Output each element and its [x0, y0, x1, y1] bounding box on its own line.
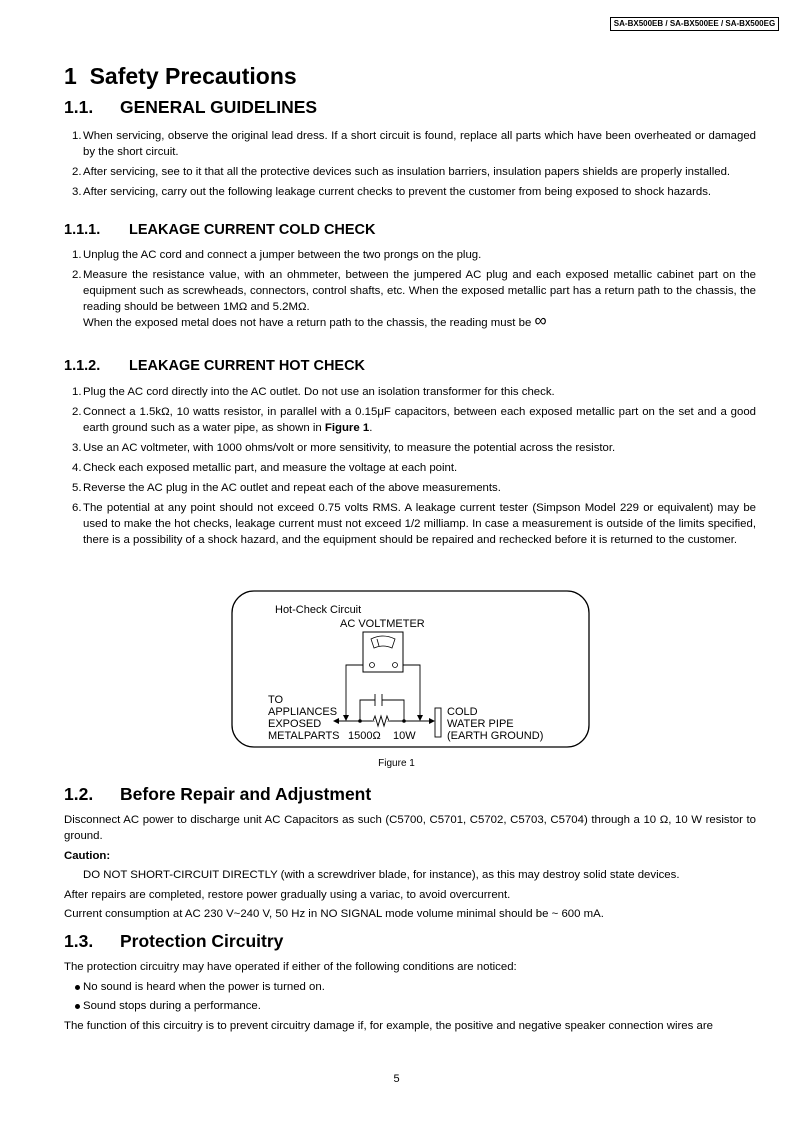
list-item: 6. The potential at any point should not exceed 0.75 volts RMS. A leakage current tester (Simpson Model 229 or equivalent) may be used to make the hot checks, leakage current must not exceed 1/2 milliamp. In case a measurement is outside of the limits specified, there is a possibility of a shock hazard, and the equipment should be repaired and rechecked before it is returned to the customer. [72, 502, 756, 546]
item-text: Unplug the AC cord and connect a jumper between the two prongs on the plug. [83, 249, 482, 261]
general-guidelines-list [64, 128, 756, 204]
resistance-label: 1500Ω [348, 730, 381, 742]
list-item: 1. When servicing, observe the original lead dress. If a short circuit is found, replace all parts which have been overheated or damaged by the short circuit. [72, 130, 756, 158]
list-item: 3. Use an AC voltmeter, with 1000 ohms/volt or more sensitivity, to measure the potential across the resistor. [72, 442, 616, 454]
voltmeter-label: AC VOLTMETER [340, 618, 425, 630]
section-title: Safety Precautions [89, 63, 297, 89]
heading-protection-circuitry [64, 931, 283, 952]
list-item: 1. Unplug the AC cord and connect a jumper between the two prongs on the plug. [72, 249, 482, 261]
heading-general-guidelines [64, 97, 317, 118]
item-text: After servicing, carry out the following leakage current checks to prevent the customer from being exposed to shock hazards. [83, 186, 712, 198]
heading-text: Before Repair and Adjustment [120, 784, 372, 804]
heading-number: 1.3. [64, 931, 94, 951]
label-to: TO [268, 694, 284, 706]
section-number: 1 [64, 63, 77, 89]
item-extra-text: When the exposed metal does not have a return path to the chassis, the reading must be [83, 317, 532, 329]
label-water-pipe: WATER PIPE [447, 718, 514, 730]
label-cold: COLD [447, 706, 478, 718]
item-text: Plug the AC cord directly into the AC outlet. Do not use an isolation transformer for this check. [83, 386, 555, 398]
figure-caption: Figure 1 [378, 758, 415, 769]
hot-check-circuit-diagram [230, 589, 592, 751]
heading-number: 1.2. [64, 784, 94, 804]
before-repair-body [64, 812, 756, 926]
item-text: Measure the resistance value, with an ohmmeter, between the jumpered AC plug and each exposed metallic cabinet part on the equipment such as screwheads, connectors, control shafts, etc. When the exposed metallic part has a return path to the chassis, the reading should be between 1MΩ and 5.2MΩ. [83, 269, 756, 313]
label-appliances: APPLIANCES [268, 706, 338, 718]
circuit-wires [335, 665, 441, 737]
diagram-title: Hot-Check Circuit [275, 604, 362, 616]
voltmeter-icon [363, 632, 403, 672]
heading-text: LEAKAGE CURRENT HOT CHECK [129, 358, 366, 374]
list-item: 2. After servicing, see to it that all the protective devices such as insulation barriers, insulation papers shields are properly installed. [72, 166, 731, 178]
model-header: SA-BX500EB / SA-BX500EE / SA-BX500EG [610, 17, 779, 31]
label-exposed: EXPOSED [268, 718, 322, 730]
page-number: 5 [393, 1073, 400, 1085]
item-text: Use an AC voltmeter, with 1000 ohms/volt or more sensitivity, to measure the potential across the resistor. [83, 442, 616, 454]
protection-body [64, 959, 756, 1037]
list-item: 5. Reverse the AC plug in the AC outlet and repeat each of the above measurements. [72, 482, 501, 494]
item-text: Check each exposed metallic part, and measure the voltage at each point. [83, 462, 458, 474]
hot-check-list [64, 384, 756, 552]
list-item: 2. Connect a 1.5kΩ, 10 watts resistor, in parallel with a 0.15μF capacitors, between each exposed metallic part on the set and a good earth ground such as a water pipe, as shown in Figure 1. [72, 406, 756, 434]
item-text: Reverse the AC plug in the AC outlet and repeat each of the above measurements. [83, 482, 501, 494]
heading-before-repair [64, 784, 371, 805]
page-title [64, 63, 297, 90]
figure-reference: Figure 1 [324, 422, 370, 434]
item-text: The potential at any point should not exceed 0.75 volts RMS. A leakage current tester (Simpson Model 229 or equivalent) may be used to make the hot checks, leakage current must not exceed 1/2 milliamp. In case a measurement is outside of the limits specified, there is a possibility of a shock hazard, and the equipment should be repaired and rechecked before it is returned to the customer. [83, 502, 756, 546]
heading-number: 1.1. [64, 97, 94, 117]
list-item: 3. After servicing, carry out the following leakage current checks to prevent the customer from being exposed to shock hazards. [72, 186, 712, 198]
item-text: Connect a 1.5kΩ, 10 watts resistor, in parallel with a 0.15μF capacitors, between each exposed metallic part on the set and a good earth ground such as a water pipe, as shown in [83, 406, 756, 434]
caution-label: Caution: [64, 849, 111, 862]
cold-check-list [64, 247, 756, 335]
paragraph: The protection circuitry may have operated if either of the following conditions are noticed: [64, 961, 517, 973]
watts-label: 10W [393, 730, 416, 742]
list-item: 4. Check each exposed metallic part, and measure the voltage at each point. [72, 462, 458, 474]
heading-text: LEAKAGE CURRENT COLD CHECK [129, 222, 376, 238]
item-text: After servicing, see to it that all the protective devices such as insulation barriers, insulation papers shields are properly installed. [83, 166, 731, 178]
paragraph: The function of this circuitry is to prevent circuitry damage if, for example, the positive and negative speaker connection wires are [64, 1019, 713, 1032]
infinity-symbol: ∞ [534, 311, 547, 330]
label-earth-ground: (EARTH GROUND) [447, 730, 544, 742]
list-item: 1. Plug the AC cord directly into the AC outlet. Do not use an isolation transformer for this check. [72, 386, 555, 398]
heading-cold-check [64, 222, 376, 238]
heading-text: Protection Circuitry [120, 931, 284, 951]
list-item: 2. Measure the resistance value, with an ohmmeter, between the jumpered AC plug and each exposed metallic cabinet part on the equipment such as screwheads, connectors, control shafts, etc. When the exposed metallic part has a return path to the chassis, the reading should be between 1MΩ and 5.2MΩ. When the exposed metal does not have a return path to the chassis, the reading must be ∞ [72, 269, 756, 330]
bullet-item: No sound is heard when the power is turned on. [64, 979, 756, 995]
heading-number: 1.1.1. [64, 222, 101, 238]
heading-text: GENERAL GUIDELINES [120, 97, 318, 117]
heading-number: 1.1.2. [64, 358, 101, 374]
item-text: When servicing, observe the original lead dress. If a short circuit is found, replace all parts which have been overheated or damaged by the short circuit. [83, 130, 756, 158]
bullet-item: Sound stops during a performance. [64, 998, 756, 1014]
paragraph: DO NOT SHORT-CIRCUIT DIRECTLY (with a screwdriver blade, for instance), as this may destroy solid state devices. [83, 869, 680, 881]
paragraph: After repairs are completed, restore power gradually using a variac, to avoid overcurrent. [64, 888, 511, 901]
paragraph: Current consumption at AC 230 V~240 V, 50 Hz in NO SIGNAL mode volume minimal should be ~ 600 mA. [64, 908, 604, 920]
paragraph: Disconnect AC power to discharge unit AC Capacitors as such (C5700, C5701, C5702, C5703, C5704) through a 10 Ω, 10 W resistor to ground. [64, 814, 756, 842]
label-metalparts: METALPARTS [268, 730, 340, 742]
heading-hot-check [64, 358, 365, 374]
